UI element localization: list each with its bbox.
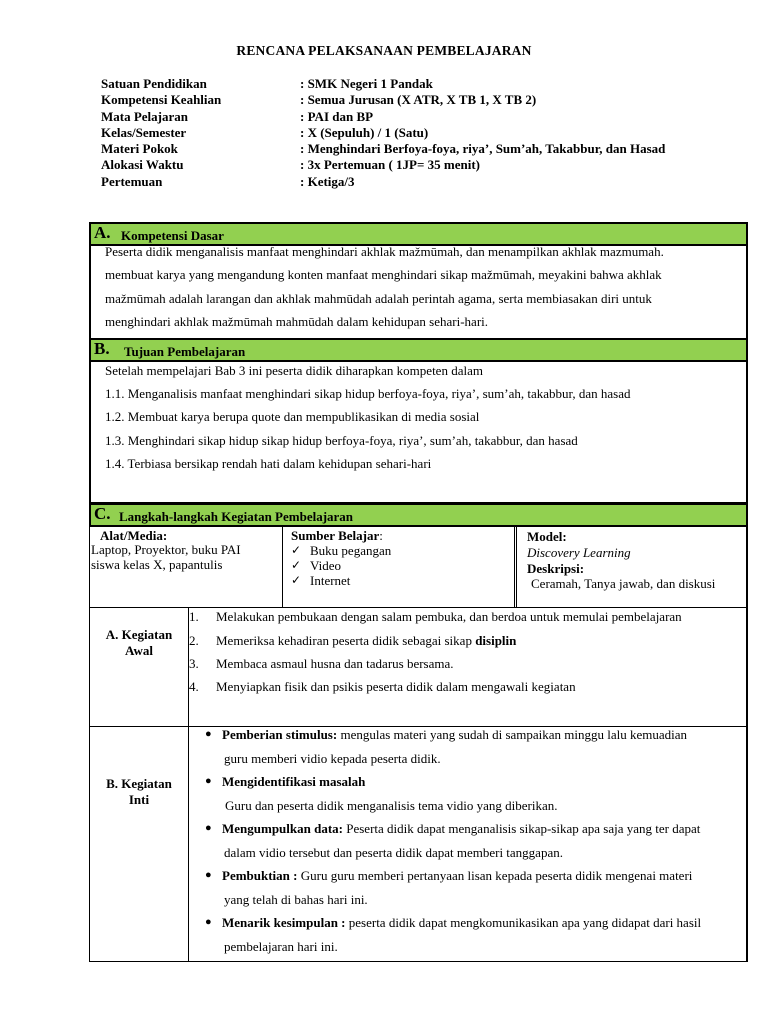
list-item-continuation: dalam vidio tersebut dan peserta didik dapat memberi tanggapan.	[224, 845, 563, 860]
identity-label: Alokasi Waktu	[101, 157, 184, 173]
kegiatan-inti-label: B. Kegiatan	[106, 776, 172, 791]
model-label: Model:	[527, 529, 567, 544]
section-a-letter: A.	[94, 223, 111, 242]
section-a-header	[89, 222, 748, 246]
section-b-line: 1.2. Membuat karya berupa quote dan mempublikasikan di media sosial	[105, 409, 480, 424]
kegiatan-awal-label-cell	[89, 607, 189, 727]
section-b-header	[89, 338, 748, 362]
identity-value: : 3x Pertemuan ( 1JP= 35 menit)	[300, 157, 480, 173]
section-b-line: 1.1. Menganalisis manfaat menghindari sikap hidup berfoya-foya, riya’, sum’ah, takabbur, dan hasad	[105, 386, 631, 401]
section-c-header	[89, 503, 748, 527]
list-item-continuation: yang telah di bahas hari ini.	[224, 892, 368, 907]
identity-value: : PAI dan BP	[300, 108, 374, 124]
section-b-line: Setelah mempelajari Bab 3 ini peserta didik diharapkan kompeten dalam	[105, 363, 483, 378]
list-item: ● Menarik kesimpulan : peserta didik dapat mengkomunikasikan apa yang didapat dari hasil	[205, 915, 702, 930]
section-c-heading: Langkah-langkah Kegiatan Pembelajaran	[119, 509, 354, 524]
sumber-belajar-colon: :	[379, 528, 383, 543]
bullet-icon: ●	[205, 775, 212, 787]
identity-label: Satuan Pendidikan	[101, 76, 207, 91]
sumber-belajar-title	[291, 528, 383, 544]
check-icon: ✓	[291, 543, 302, 557]
alat-media-line: siswa kelas X, papantulis	[91, 557, 223, 572]
list-item: ● Pemberian stimulus: mengulas materi yang sudah di sampaikan minggu lalu kemuadian	[205, 727, 688, 742]
bullet-icon: ●	[205, 822, 212, 834]
identity-label: Materi Pokok	[101, 141, 178, 157]
alat-media-label: Alat/Media:	[100, 528, 168, 543]
section-a-line: mažmūmah adalah larangan dan akhlak mahmūdah adalah perintah agama, serta membiasakan diri untuk	[105, 291, 652, 306]
bullet-icon: ●	[205, 728, 212, 740]
deskripsi-value: Ceramah, Tanya jawab, dan diskusi	[531, 576, 716, 591]
list-item: ● Pembuktian : Guru guru memberi pertanyaan lisan kepada peserta didik mengenai materi	[205, 868, 693, 883]
list-item: ● Mengidentifikasi masalah	[205, 774, 366, 789]
identity-value: : X (Sepuluh) / 1 (Satu)	[300, 124, 429, 140]
alat-media-cell	[89, 526, 283, 608]
deskripsi-label: Deskripsi:	[527, 561, 585, 576]
section-b-heading: Tujuan Pembelajaran	[124, 344, 246, 359]
kegiatan-awal-label: A. Kegiatan	[105, 627, 173, 642]
identity-label: Pertemuan	[101, 173, 163, 189]
identity-value: : Ketiga/3	[300, 173, 355, 189]
identity-label: Mata Pelajaran	[101, 108, 189, 124]
bullet-icon: ●	[205, 916, 212, 928]
section-b-body	[89, 360, 748, 504]
list-item-continuation: pembelajaran hari ini.	[224, 939, 338, 954]
list-item: 4. Menyiapkan fisik dan psikis peserta didik dalam mengawali kegiatan	[189, 679, 576, 694]
model-cell	[514, 526, 748, 608]
identity-label: Kompetensi Keahlian	[101, 92, 222, 108]
section-b-line: 1.3. Menghindari sikap hidup sikap hidup berfoya-foya, riya’, sum’ah, takabbur, dan hasad	[105, 433, 578, 448]
list-item-continuation: Guru dan peserta didik menganalisis tema vidio yang diberikan.	[225, 798, 558, 813]
kegiatan-inti-label: Inti	[128, 792, 150, 807]
list-item: ● Mengumpulkan data: Peserta didik dapat menganalisis sikap-sikap apa saja yang ter dapat	[205, 821, 701, 836]
kegiatan-awal-content	[188, 607, 748, 727]
model-value: Discovery Learning	[527, 545, 631, 560]
sumber-item: ✓ Video	[291, 558, 341, 573]
kegiatan-inti-content	[188, 726, 748, 962]
section-a-line: Peserta didik menganalisis manfaat menghindari akhlak mažmūmah, dan menampilkan akhlak mazmumah.	[105, 244, 664, 259]
section-a-line: membuat karya yang mengandung konten manfaat menghindari sikap mažmūmah, meyakini bahwa akhlak	[105, 267, 662, 282]
identity-value: : SMK Negeri 1 Pandak	[300, 76, 433, 91]
sumber-item: ✓ Buku pegangan	[291, 543, 392, 558]
kegiatan-inti-label-cell	[89, 726, 189, 962]
list-item: 1. Melakukan pembukaan dengan salam pembuka, dan berdoa untuk memulai pembelajaran	[189, 609, 682, 624]
document-title: RENCANA PELAKSANAAN PEMBELAJARAN	[236, 43, 532, 58]
sumber-belajar-label: Sumber Belajar	[291, 528, 380, 543]
identity-label: Kelas/Semester	[101, 124, 187, 140]
identity-value: : Menghindari Berfoya-foya, riya’, Sum’ah, Takabbur, dan Hasad	[300, 141, 666, 157]
bullet-icon: ●	[205, 869, 212, 881]
check-icon: ✓	[291, 558, 302, 572]
section-a-heading: Kompetensi Dasar	[121, 228, 224, 243]
section-b-line: 1.4. Terbiasa bersikap rendah hati dalam kehidupan sehari-hari	[105, 456, 432, 471]
section-b-letter: B.	[94, 339, 110, 358]
section-c-letter: C.	[94, 504, 111, 523]
check-icon: ✓	[291, 573, 302, 587]
section-a-line: menghindari akhlak mažmūmah mahmūdah dalam kehidupan sehari-hari.	[105, 314, 489, 329]
sumber-belajar-cell	[282, 526, 515, 608]
identity-value: : Semua Jurusan (X ATR, X TB 1, X TB 2)	[300, 92, 537, 108]
sumber-item: ✓ Internet	[291, 573, 351, 588]
list-item-continuation: guru memberi vidio kepada peserta didik.	[224, 751, 441, 766]
list-item: 2. Memeriksa kehadiran peserta didik sebagai sikap disiplin	[189, 633, 517, 648]
alat-media-line: Laptop, Proyektor, buku PAI	[91, 542, 241, 557]
kegiatan-awal-label: Awal	[125, 643, 153, 658]
list-item: 3. Membaca asmaul husna dan tadarus bersama.	[189, 656, 454, 671]
